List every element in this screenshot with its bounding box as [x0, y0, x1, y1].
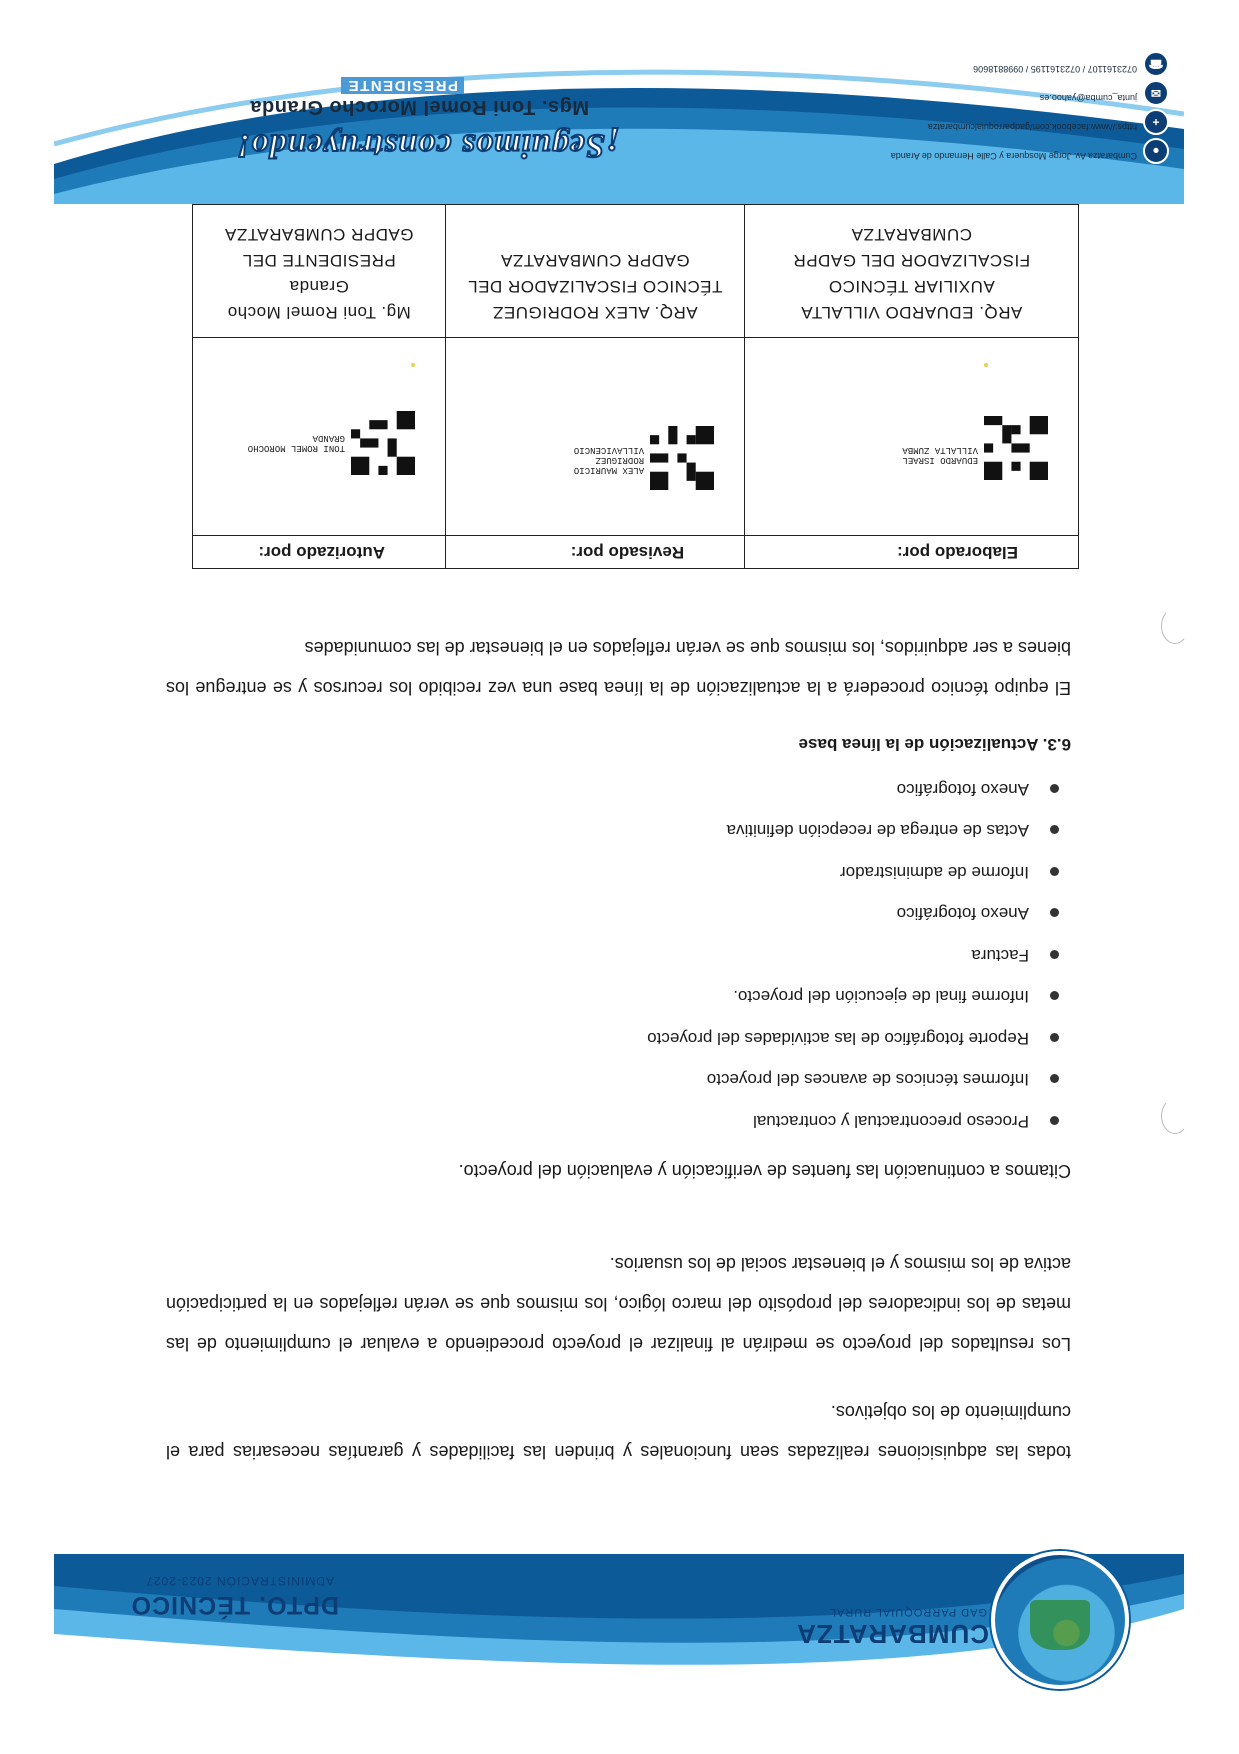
phone-icon: ☎ — [1143, 51, 1169, 77]
signer-block — [745, 205, 1079, 338]
binder-hole — [1161, 608, 1189, 644]
header-prepared-by: Elaborado por: — [745, 536, 1079, 569]
ink-dot — [411, 363, 415, 367]
paragraph-results: Los resultados del proyecto se medirán al finalizar el proyecto procediendo a evaluar el cumplimiento de las metas de los indicadores del propósito del marco lógico, los mismos que se verán reflejados en la participación activa de los mismos y el bienestar social de los usuarios. — [166, 1254, 1071, 1354]
qr-code-icon — [351, 411, 415, 475]
qr-code-icon — [650, 426, 714, 490]
digital-signature-text: ALEX MAURICIO RODRIGUEZ VILLAVICENCIO — [573, 445, 645, 475]
digital-signature-text: TONI ROMEL MOROCHO GRANDA — [247, 433, 345, 453]
signature-cell — [446, 338, 745, 536]
org-name: CUMBARATZA — [796, 1619, 989, 1649]
header-authorized-by: Autorizado por: — [193, 536, 446, 569]
paragraph-baseline: El equipo técnico procederá a la actualización de la línea base una vez recibido los recursos y se entregue los bienes a ser adquiridos, los mismos que se verán reflejados en el bienestar de las comunidades — [166, 638, 1071, 698]
signer-role: PRESIDENTE DEL GADPR CUMBARATZA — [224, 225, 414, 270]
administration-period: ADMINISTRACIÓN 2023-2027 — [145, 1574, 334, 1588]
signer-role: TÉCNICO FISCALIZADOR DEL GADPR CUMBARATZA — [467, 251, 723, 296]
contact-item — [869, 79, 1169, 108]
signer-block — [193, 205, 446, 338]
ink-dot — [984, 363, 988, 367]
signature-cell — [745, 338, 1079, 536]
contact-text: Cumbaratza Av. Jorge Mosquera y Calle Hernando de Aranda — [890, 151, 1137, 161]
signature-table — [192, 204, 1079, 569]
president-name: Mgs. Toni Romel Morocho Granda — [249, 96, 589, 118]
signer-name: ARQ. EDUARDO VILLALTA — [800, 303, 1023, 322]
web-icon: + — [1143, 109, 1169, 135]
contact-item — [869, 108, 1169, 137]
department-title: DPTO. TÉCNICO — [130, 1591, 339, 1619]
list-item: Anexo fotográfico — [211, 893, 1071, 935]
paragraph-intro: todas las adquisiciones realizadas sean funcionales y brinden las facilidades y garantías necesarias para el cumplimiento de los objetivos. — [166, 1402, 1071, 1462]
digital-signature-text: EDUARDO ISRAEL VILLALTA ZUMBA — [902, 445, 978, 465]
contact-text: junta_cumba@yahoo.es — [1039, 93, 1137, 103]
list-item: Actas de entrega de recepción definitiva — [211, 810, 1071, 852]
signer-name: ARQ. ALEX RODRIGUEZ — [492, 303, 698, 322]
header-reviewed-by: Revisado por: — [446, 536, 745, 569]
list-item: Informe de administrador — [211, 852, 1071, 894]
list-item: Informe final de ejecución del proyecto. — [211, 976, 1071, 1018]
location-icon: ● — [1143, 138, 1169, 164]
signature-cell — [193, 338, 446, 536]
verification-sources-list — [211, 769, 1071, 1143]
president-role: PRESIDENTE — [341, 77, 464, 94]
contact-item — [869, 50, 1169, 79]
list-item: Factura — [211, 935, 1071, 977]
section-heading: 6.3. Actualización de la línea base — [798, 735, 1071, 754]
contact-text: https://www.facebook.com/gadparroquialcumbaratza — [927, 122, 1137, 132]
contact-list — [869, 50, 1169, 166]
signer-block — [446, 205, 745, 338]
list-item: Anexo fotográfico — [211, 769, 1071, 811]
parish-seal-logo — [991, 1551, 1129, 1689]
list-item: Reporte fotográfico de las actividades del proyecto — [211, 1018, 1071, 1060]
contact-item — [869, 137, 1169, 166]
list-item: Informes técnicos de avances del proyecto — [211, 1059, 1071, 1101]
list-item: Proceso precontractual y contractual — [211, 1101, 1071, 1143]
qr-code-icon — [984, 416, 1048, 480]
org-subtitle: GAD PARROQUIAL RURAL — [828, 1606, 987, 1618]
mail-icon: ✉ — [1143, 80, 1169, 106]
signer-role: AUXILIAR TÉCNICO FISCALIZADOR DEL GADPR CUMBARATZA — [793, 225, 1031, 296]
contact-text: 0723161107 / 0723161195 / 0998818606 — [973, 64, 1137, 74]
slogan: ¡Seguimos construyendo! — [236, 127, 619, 164]
signer-name: Mg. Toni Romel Mocho Granda — [227, 277, 411, 322]
paragraph-sources: Citamos a continuación las fuentes de verificación y evaluación del proyecto. — [458, 1161, 1071, 1181]
binder-hole — [1161, 1098, 1189, 1134]
